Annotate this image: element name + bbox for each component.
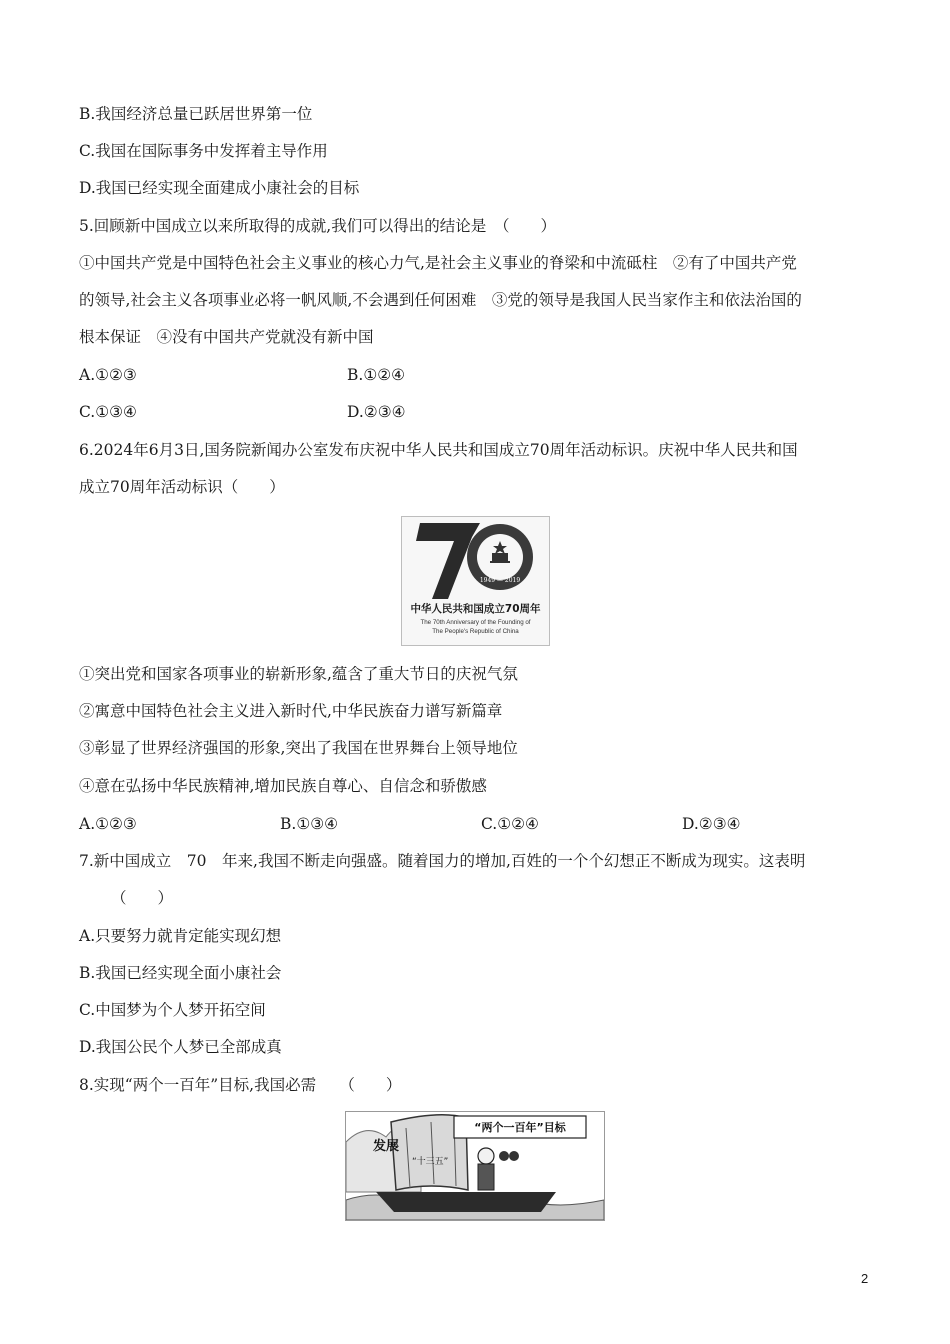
q4-option-c: C.我国在国际事务中发挥着主导作用 <box>79 142 328 160</box>
q7-option-b: B.我国已经实现全面小康社会 <box>79 964 282 982</box>
page-number: 2 <box>861 1271 869 1286</box>
q5-option-c: C.①③④ <box>79 403 137 421</box>
logo-title-en-1: The 70th Anniversary of the Founding of <box>420 619 531 626</box>
q5-option-b: B.①②④ <box>347 366 406 384</box>
q7-stem-line2: （ ） <box>111 889 174 907</box>
binoculars-icon <box>499 1151 509 1161</box>
q6-item-1: ①突出党和国家各项事业的崭新形象,蕴含了重大节日的庆祝气氛 <box>79 665 518 683</box>
q8-stem: 8.实现“两个一百年”目标,我国必需 （ ） <box>79 1076 402 1094</box>
q6-stem-line2: 成立70周年活动标识（ ） <box>79 478 285 496</box>
q6-option-b: B.①③④ <box>280 815 339 833</box>
q6-option-a: A.①②③ <box>79 815 137 833</box>
q6-item-2: ②寓意中国特色社会主义进入新时代,中华民族奋力谱写新篇章 <box>79 702 503 720</box>
q6-option-d: D.②③④ <box>682 815 741 833</box>
q7-option-a: A.只要努力就肯定能实现幻想 <box>79 927 282 945</box>
q6-option-c: C.①②④ <box>481 815 539 833</box>
q6-stem-line1: 6.2024年6月3日,国务院新闻办公室发布庆祝中华人民共和国成立70周年活动标识。庆祝中华人民共和国 <box>79 441 798 459</box>
sail-label: 发展 <box>373 1139 400 1154</box>
q5-statements-line2: 的领导,社会主义各项事业必将一帆风顺,不会遇到任何困难 ③党的领导是我国人民当家作主和依法治国的 <box>79 291 802 309</box>
q4-option-d: D.我国已经实现全面建成小康社会的目标 <box>79 179 360 197</box>
q4-option-b: B.我国经济总量已跃居世界第一位 <box>79 105 313 123</box>
ship-cartoon-image <box>345 1111 605 1221</box>
q5-statements-line1: ①中国共产党是中国特色社会主义事业的核心力气,是社会主义事业的脊梁和中流砥柱 ②有了中国共产党 <box>79 254 797 272</box>
logo-title-en-2: The People's Republic of China <box>432 628 519 635</box>
q7-stem-line1: 7.新中国成立 70 年来,我国不断走向强盛。随着国力的增加,百姓的一个个幻想正不断成为现实。这表明 <box>79 852 806 870</box>
national-emblem-icon <box>492 553 508 561</box>
logo-years: 1949 — 2019 <box>479 577 521 584</box>
plan-label: “十三五” <box>412 1157 449 1167</box>
q7-option-c: C.中国梦为个人梦开拓空间 <box>79 1001 266 1019</box>
q6-item-3: ③彰显了世界经济强国的形象,突出了我国在世界舞台上领导地位 <box>79 739 518 757</box>
q5-option-d: D.②③④ <box>347 403 406 421</box>
logo-title-cn: 中华人民共和国成立70周年 <box>410 603 541 615</box>
q6-item-4: ④意在弘扬中华民族精神,增加民族自尊心、自信念和骄傲感 <box>79 777 487 795</box>
q7-option-d: D.我国公民个人梦已全部成真 <box>79 1038 282 1056</box>
q5-stem: 5.回顾新中国成立以来所取得的成就,我们可以得出的结论是 （ ） <box>79 217 556 235</box>
goal-label: “两个一百年”目标 <box>474 1121 566 1134</box>
ship-hull-shape <box>376 1192 556 1212</box>
anniversary-logo-image <box>401 516 550 646</box>
q5-statements-line3: 根本保证 ④没有中国共产党就没有新中国 <box>79 328 374 346</box>
q5-option-a: A.①②③ <box>79 366 137 384</box>
captain-head <box>478 1148 494 1164</box>
